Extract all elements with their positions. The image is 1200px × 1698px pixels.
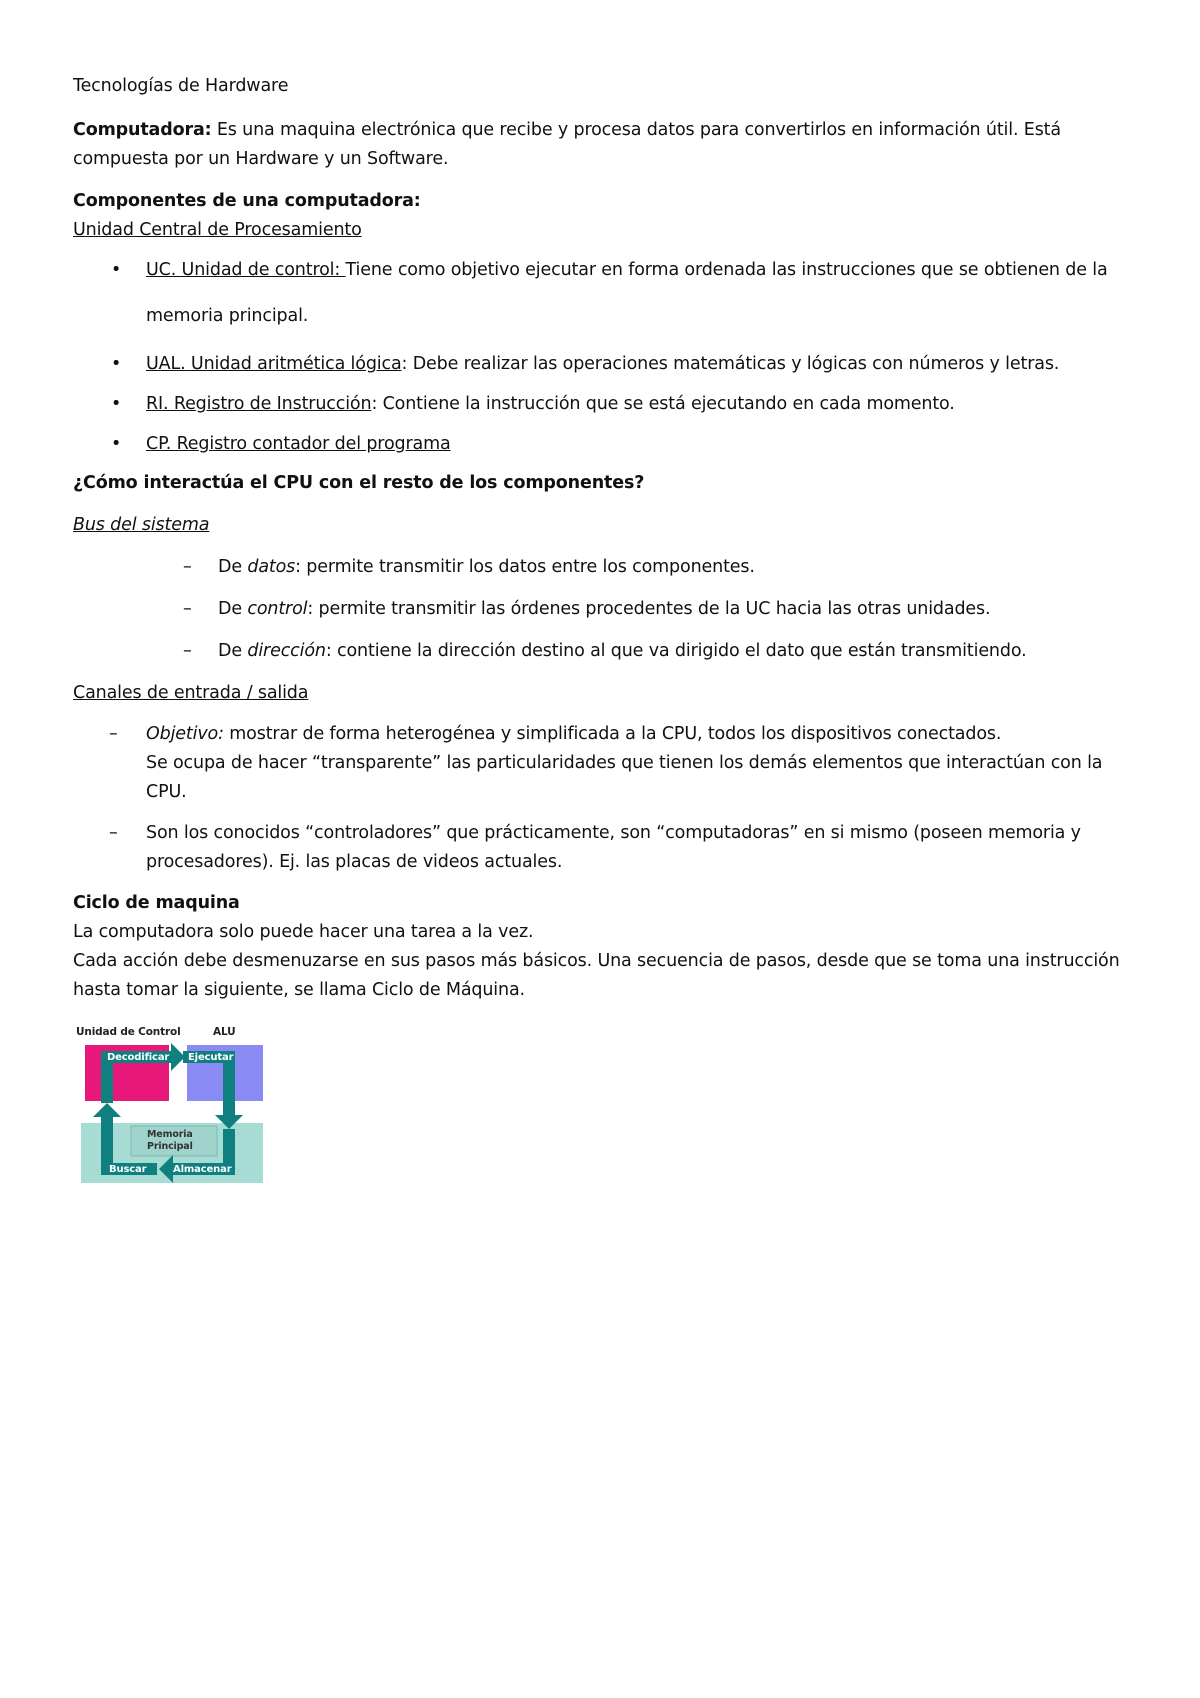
objetivo-term: Objetivo: bbox=[146, 724, 224, 744]
canales-item-controladores: – Son los conocidos “controladores” que prácticamente, son “computadoras” en si mismo (poseen memoria y procesadores). Ej. las placas de videos actuales. bbox=[73, 819, 1120, 877]
machine-cycle-diagram bbox=[75, 1025, 265, 1185]
bus-item-datos: – De datos: permite transmitir los datos entre los componentes. bbox=[73, 553, 1120, 582]
bus-item-control: – De control: permite transmitir las órdenes procedentes de la UC hacia las otras unidades. bbox=[73, 595, 1120, 624]
cp-term: CP. Registro contador del programa bbox=[146, 434, 451, 454]
cpu-question: ¿Cómo interactúa el CPU con el resto de los componentes? bbox=[73, 473, 645, 493]
list-item-cp bbox=[73, 430, 1120, 459]
uc-term: UC. Unidad de control: bbox=[146, 260, 346, 280]
objetivo-line2: Se ocupa de hacer “transparente” las particularidades que tienen los demás elementos que interactúan con la CPU. bbox=[146, 753, 1103, 802]
dash-icon: – bbox=[109, 823, 118, 843]
ri-text: : Contiene la instrucción que se está ejecutando en cada momento. bbox=[371, 394, 955, 414]
computadora-text: Es una maquina electrónica que recibe y procesa datos para convertirlos en información útil. Está compuesta por un Hardware y un Software. bbox=[73, 120, 1061, 169]
bullet-icon: • bbox=[111, 394, 122, 414]
ual-text: : Debe realizar las operaciones matemáticas y lógicas con números y letras. bbox=[401, 354, 1060, 374]
diagram-label-uc: Unidad de Control bbox=[76, 1026, 181, 1038]
diagram-label-almacenar: Almacenar bbox=[173, 1164, 232, 1175]
diagram-label-alu: ALU bbox=[213, 1026, 236, 1038]
canales-heading: Canales de entrada / salida bbox=[73, 683, 309, 703]
computadora-term: Computadora: bbox=[73, 120, 212, 140]
bus-heading: Bus del sistema bbox=[73, 515, 210, 535]
ciclo-line1: La computadora solo puede hacer una tarea a la vez. bbox=[73, 922, 534, 942]
diagram-label-principal: Principal bbox=[147, 1141, 193, 1152]
dash-icon: – bbox=[183, 599, 192, 619]
bullet-icon: • bbox=[111, 260, 122, 280]
diagram-label-ejecutar: Ejecutar bbox=[188, 1052, 234, 1063]
dash-icon: – bbox=[109, 724, 118, 744]
bullet-icon: • bbox=[111, 354, 122, 374]
ciclo-heading: Ciclo de maquina bbox=[73, 893, 240, 913]
ciclo-line2: Cada acción debe desmenuzarse en sus pasos más básicos. Una secuencia de pasos, desde que se toma una instrucción hasta tomar la siguiente, se llama Ciclo de Máquina. bbox=[73, 951, 1120, 1000]
ri-term: RI. Registro de Instrucción bbox=[146, 394, 372, 414]
list-item-ri bbox=[73, 390, 1120, 419]
list-item-uc bbox=[73, 247, 1120, 339]
diagram-label-decodificar: Decodificar bbox=[107, 1052, 170, 1063]
canales-item-objetivo: – Objetivo: mostrar de forma heterogénea y simplificada a la CPU, todos los dispositivos conectados. Se ocupa de hacer “transparente” las particularidades que tienen los demás elementos que interactúan con la CPU. bbox=[73, 720, 1120, 807]
ual-term: UAL. Unidad aritmética lógica bbox=[146, 354, 402, 374]
diagram-label-memoria: Memoria bbox=[147, 1129, 193, 1140]
dash-icon: – bbox=[183, 641, 192, 661]
uc-text: Tiene como objetivo ejecutar en forma ordenada las instrucciones que se obtienen de la memoria principal. bbox=[146, 260, 1108, 326]
componentes-heading: Componentes de una computadora: bbox=[73, 191, 421, 211]
document-title: Tecnologías de Hardware bbox=[73, 76, 289, 96]
cpu-subheading: Unidad Central de Procesamiento bbox=[73, 220, 362, 240]
bullet-icon: • bbox=[111, 434, 122, 454]
dash-icon: – bbox=[183, 557, 192, 577]
document-body bbox=[73, 72, 1120, 1195]
list-item-ual bbox=[73, 350, 1120, 379]
computadora-definition bbox=[73, 116, 1120, 174]
bus-item-direccion: – De dirección: contiene la dirección destino al que va dirigido el dato que están transmitiendo. bbox=[73, 637, 1120, 666]
diagram-label-buscar: Buscar bbox=[109, 1164, 147, 1175]
